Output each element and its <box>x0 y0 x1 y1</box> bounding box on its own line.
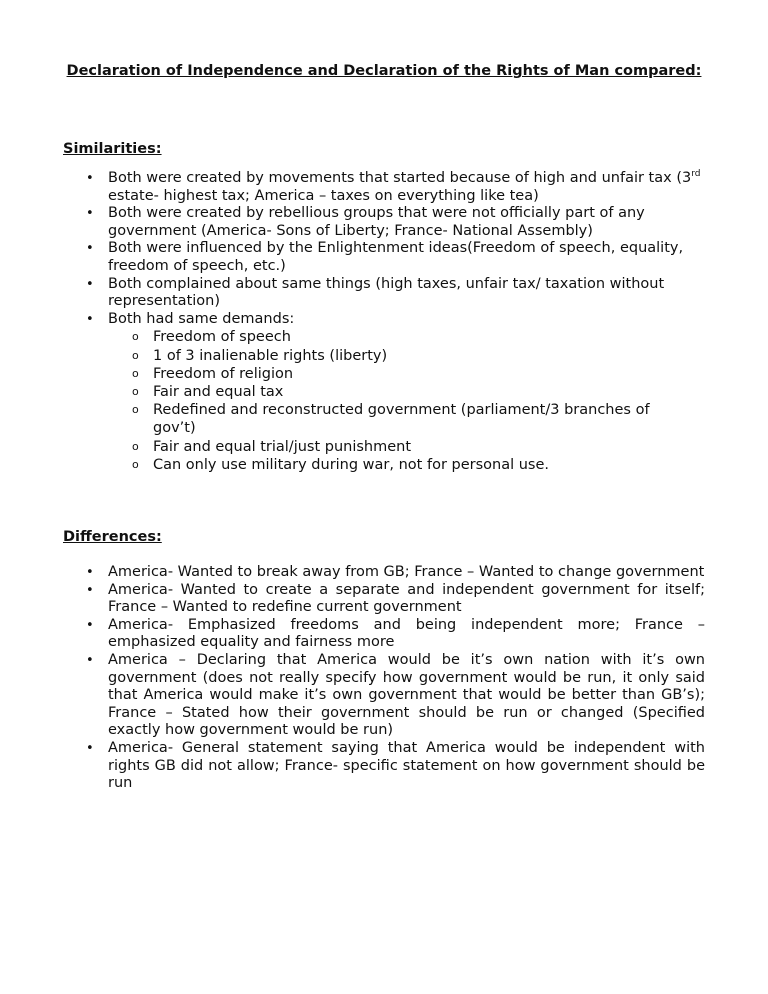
list-item <box>86 205 705 240</box>
list-item <box>86 651 705 740</box>
sublist-item <box>132 438 705 456</box>
differences-list <box>86 564 705 793</box>
list-item-text: America- Wanted to break away from GB; France – Wanted to change government <box>108 564 705 580</box>
sublist-item-text: Can only use military during war, not for personal use. <box>153 456 550 473</box>
bullet-icon: • <box>86 311 94 327</box>
bullet-icon: • <box>86 617 94 633</box>
circle-bullet-icon: o <box>132 330 139 344</box>
circle-bullet-icon: o <box>132 403 139 417</box>
list-item-text: estate- highest tax; America – taxes on everything like tea) <box>108 187 539 204</box>
circle-bullet-icon: o <box>132 384 139 398</box>
bullet-icon: • <box>86 206 94 222</box>
list-item-text: America- General statement saying that America would be independent with rights GB did not allow; France- specific statement on how government should be run <box>108 739 705 792</box>
bullet-icon: • <box>86 652 94 668</box>
list-item-text: America- Emphasized freedoms and being independent more; France – emphasized equality and fairness more <box>108 616 705 651</box>
sublist-item-text: 1 of 3 inalienable rights (liberty) <box>153 347 388 364</box>
sublist-item-text: Redefined and reconstructed government (parliament/3 branches of gov’t) <box>153 402 650 437</box>
bullet-icon: • <box>86 241 94 257</box>
list-item <box>86 240 705 275</box>
sublist-item <box>132 383 705 401</box>
sublist-item-text: Freedom of religion <box>153 365 294 382</box>
list-item <box>86 169 705 205</box>
sublist-item <box>132 456 705 474</box>
sublist-item <box>132 365 705 383</box>
list-item <box>86 564 705 582</box>
similarities-heading: Similarities: <box>63 141 162 157</box>
list-item-text: Both were created by movements that started because of high and unfair tax (3 <box>108 170 692 186</box>
list-item-text: Both were influenced by the Enlightenment ideas(Freedom of speech, equality, freedom of speech, etc.) <box>108 240 684 274</box>
bullet-icon: • <box>86 740 94 756</box>
sublist-item-text: Fair and equal tax <box>153 383 284 400</box>
ordinal-superscript: rd <box>691 169 701 180</box>
sublist-item-text: Freedom of speech <box>153 329 291 346</box>
circle-bullet-icon: o <box>132 439 139 453</box>
demands-sublist <box>108 328 705 474</box>
list-item-text: Both had same demands: <box>108 310 295 327</box>
list-item-text: Both were created by rebellious groups that were not officially part of any government (America- Sons of Liberty; France- National Assembly) <box>108 205 645 239</box>
list-item <box>86 275 705 311</box>
circle-bullet-icon: o <box>132 457 139 471</box>
list-item <box>86 739 705 793</box>
circle-bullet-icon: o <box>132 366 139 380</box>
document-title: Declaration of Independence and Declaration of the Rights of Man compared: <box>66 63 702 79</box>
sublist-item <box>132 328 705 346</box>
bullet-icon: • <box>86 582 94 598</box>
similarities-list <box>86 169 705 474</box>
bullet-icon: • <box>86 565 94 580</box>
list-item <box>86 310 705 474</box>
list-item-text: America – Declaring that America would be it’s own nation with it’s own government (does not really specify how government would be run, it only said that America would make it’s own government that would be better than GB’s); France – Stated how their government should be run or changed (Specified exactly how government would be run) <box>108 651 705 739</box>
list-item-text: America- Wanted to create a separate and independent government for itself; France – Wanted to redefine current government <box>108 581 705 616</box>
sublist-item <box>132 401 705 437</box>
sublist-item <box>132 347 705 365</box>
circle-bullet-icon: o <box>132 348 139 362</box>
bullet-icon: • <box>86 171 94 186</box>
list-item <box>86 616 705 652</box>
bullet-icon: • <box>86 276 94 292</box>
sublist-item-text: Fair and equal trial/just punishment <box>153 438 412 455</box>
differences-heading: Differences: <box>63 529 162 545</box>
list-item <box>86 581 705 617</box>
list-item-text: Both complained about same things (high taxes, unfair tax/ taxation without representation) <box>108 275 665 310</box>
